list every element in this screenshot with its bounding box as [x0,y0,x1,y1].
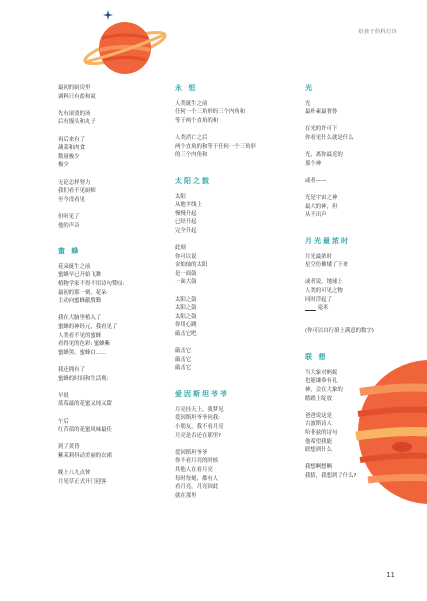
poem-line: 人类诞生之前 [175,100,208,107]
poem-line: 晚上八九点钟 [58,470,91,477]
poem-body [305,369,395,481]
poem-line: 一面大鼓 [175,279,197,286]
poem-line [305,403,395,412]
poem-line: 此刻 [175,245,186,252]
poem-line [175,339,295,348]
poem-line: 从地平线上 [175,202,202,209]
fill-in-blank: ____ [305,305,316,312]
poem-line: 他的声音 [58,222,80,229]
poem-line: 光是宇宙之神 [305,195,338,202]
poem-line [58,101,168,110]
poem-line: 人类看不见的蜜蜂 [58,332,102,339]
poem-line: 你看见什么就是什么 [305,134,354,141]
poem-line: 那个神 [305,160,322,167]
column-2 [175,84,295,500]
poem-line [305,168,395,177]
poem-line: 人类的可见之物 [305,288,343,295]
sparkle-star-icon [103,10,113,20]
poem-line: 我在大脑里植入了 [58,315,102,322]
poem-line: 爱因斯坦爷爷问我: [175,415,220,422]
poem-line [305,270,395,279]
poem-line: 蜜蜂的神经元，我看见了 [58,324,118,331]
poem-line: 人类消亡之后 [175,134,208,141]
poem-line: 我还拥有了 [58,367,85,373]
poem-line: 我猜，我想到了什么? [305,472,357,479]
poem-line: 蔬菜和肉食 [58,145,85,152]
poem-line: 联想到什么 [305,447,332,454]
poem-line: 我们看不见厨师 [58,188,96,195]
poem-line [58,409,168,418]
poem-title: 蜜 蜂 [58,247,81,256]
poem-line [58,435,168,444]
poem-line: 其他人在看月亮 [175,466,213,473]
poem-line: 太阳之鼓 [175,305,197,312]
poem-line: 蜜蜂黑、蜜蜂白…… [58,349,107,356]
poem-line: 极少 [58,162,69,169]
poem-line: 每时每刻，都有人 [175,475,219,482]
poem-body [175,100,295,160]
poem-line: 任何一个三角形的三个内角和 [175,109,246,116]
poem-line: 调料只有盐和氦 [58,93,96,100]
poem-line: 或者—— [305,177,327,184]
page-number: 11 [386,571,395,579]
poem-line: 看得见的色彩: 蜜蜂紫 [58,341,111,348]
poem-line: 早晨 [58,392,69,399]
poem-line: 再后来有了 [58,136,85,143]
poem-line: 月光最浓时 [305,253,332,260]
poem-line: 从不出声 [305,212,327,219]
poem-body [175,193,295,373]
poem-line [175,125,295,134]
poem-line [175,287,295,296]
poem-line: 光 [305,100,311,107]
poem-line [305,304,395,313]
poem-line: 两个直角的和等于任何一个三角形 [175,143,256,150]
poem-line: 最大的神，但 [305,203,338,210]
poem-body [58,263,168,486]
poem-title: 太阳之鼓 [175,176,211,185]
poem-line: 到了黄昏 [58,444,80,451]
poem-line: 光，离你最近的 [305,152,343,159]
poem-line: 蓝莓最的花蜜又纯又甜 [58,401,112,408]
poem-line: 花朵诞生之前 [58,263,91,270]
poem-title: 联 想 [305,353,328,362]
poem-line: 星空仿佛矮了下来 [305,262,349,269]
poem-line: 已经升起 [175,219,197,226]
poem-line [58,357,168,366]
poem-line: 也能谦恭有礼 [305,378,338,385]
poem-line: 踏踏上绽放 [305,395,332,402]
poem-line: 蜜蜂早已开始飞舞 [58,272,102,279]
poem-line: 太阳之鼓 [175,313,197,320]
page-header: 给孩子的科幻诗 [358,29,397,35]
poem-line: 月亮挂天上，我梦见 [175,406,224,413]
poem-line: 小朋友，我不看月亮 [175,423,224,430]
poem-line: 神，会在大象的 [305,387,343,393]
poem-line: 在光的许可下 [305,126,338,133]
poem-line: 最朴素最奢侈 [305,109,338,116]
poem-line: 等于两个直角的和 [175,117,219,124]
poem-line: 主动向蜜蜂献殷勤 [58,298,102,305]
poem-line: 敲击它 [175,365,192,372]
poem-line: 蜜蜂的时间和生活观: [58,375,109,382]
poem-note: (你可以自行填上满意的数字) [305,328,374,335]
poem-line: 但听见了 [58,213,80,220]
poem-title: 爱因斯坦爷爷 [175,390,229,399]
poem-line: 爸爸说这是 [305,412,332,419]
poem-line: 看月亮，月亮因此 [175,484,219,491]
poem-line: 金灿灿的太阳 [175,262,208,269]
poem-body [305,100,395,220]
poem-line [58,461,168,470]
poem-line: 红苜蓿的花蜜风味最佳 [58,427,112,434]
poem-line: 你用心跳 [175,322,197,329]
poem-line: 爱因斯坦爷爷 [175,449,208,456]
poem-line: 太阳 [175,193,186,200]
poem-line: 是一面鼓 [175,270,197,277]
poem-line: 敲击它 [175,348,192,355]
poem-line: 太阳之鼓 [175,296,197,303]
column-3 [305,84,395,481]
poem-line: 慢慢升起 [175,210,197,217]
poem-line: 午后 [58,418,69,425]
poem-line: 最初的那一刻，花朵 [58,289,107,296]
unit-label: 毫米 [317,305,329,312]
poem-line: 月亮是否还在那里? [175,432,221,439]
saturn-planet-illustration [80,8,170,88]
poem-line: 紫茉莉抖动美丽的衣裙 [58,452,112,459]
poem-line: 古波斯诗人 [305,421,332,428]
poem-line: 先有滚烫的汤 [58,110,91,117]
poem-line: 同时浮起了 [305,296,332,303]
poem-body [175,406,295,501]
poem-line: 完全升起 [175,227,197,234]
poem-body [305,253,395,305]
poem-line [305,117,395,126]
poem-line: 至今没看见 [58,196,85,203]
poem-line: 敲击它吧 [175,331,197,338]
poem-line: 植物学家不得不用诗句赞叹: [58,281,125,288]
poem-line: 或者说，地球上 [305,279,343,286]
poem-line: 你不看月亮的时候 [175,458,219,465]
poem-title: 光 [305,84,314,92]
poem-title: 永 恒 [175,84,198,92]
poem-line: 当大象对蚂蚁 [305,369,338,376]
poem-line [175,440,295,449]
poem-line [58,383,168,392]
poem-line: 他希望我能 [305,438,332,445]
poem-line [305,455,395,464]
poem-line [305,143,395,152]
poem-line [58,306,168,315]
poem-body [58,84,168,230]
poem-line: 无论怎样努力 [58,179,91,186]
poem-line [175,236,295,245]
poem-line: 月见草正式开门迎客 [58,478,107,485]
poem-line: 你可以说 [175,253,197,260]
poem-line [58,170,168,179]
poem-line: 最初的厨房里 [58,85,91,91]
poem-line: 我想啊想啊 [305,464,332,471]
poem-line: 数量极少 [58,153,80,160]
poem-title: 月光最浓时 [305,237,350,246]
poem-line: 后有馒头和丸子 [58,119,96,126]
poem-line: 就在那里 [175,492,197,499]
poem-line: 的三个内角和 [175,152,208,159]
column-1 [58,84,168,486]
poem-line: 哈菲兹的诗句 [305,429,338,436]
poem-line [305,186,395,195]
poem-line [58,127,168,136]
poem-line: 敲击它 [175,356,192,363]
poem-line [58,204,168,213]
